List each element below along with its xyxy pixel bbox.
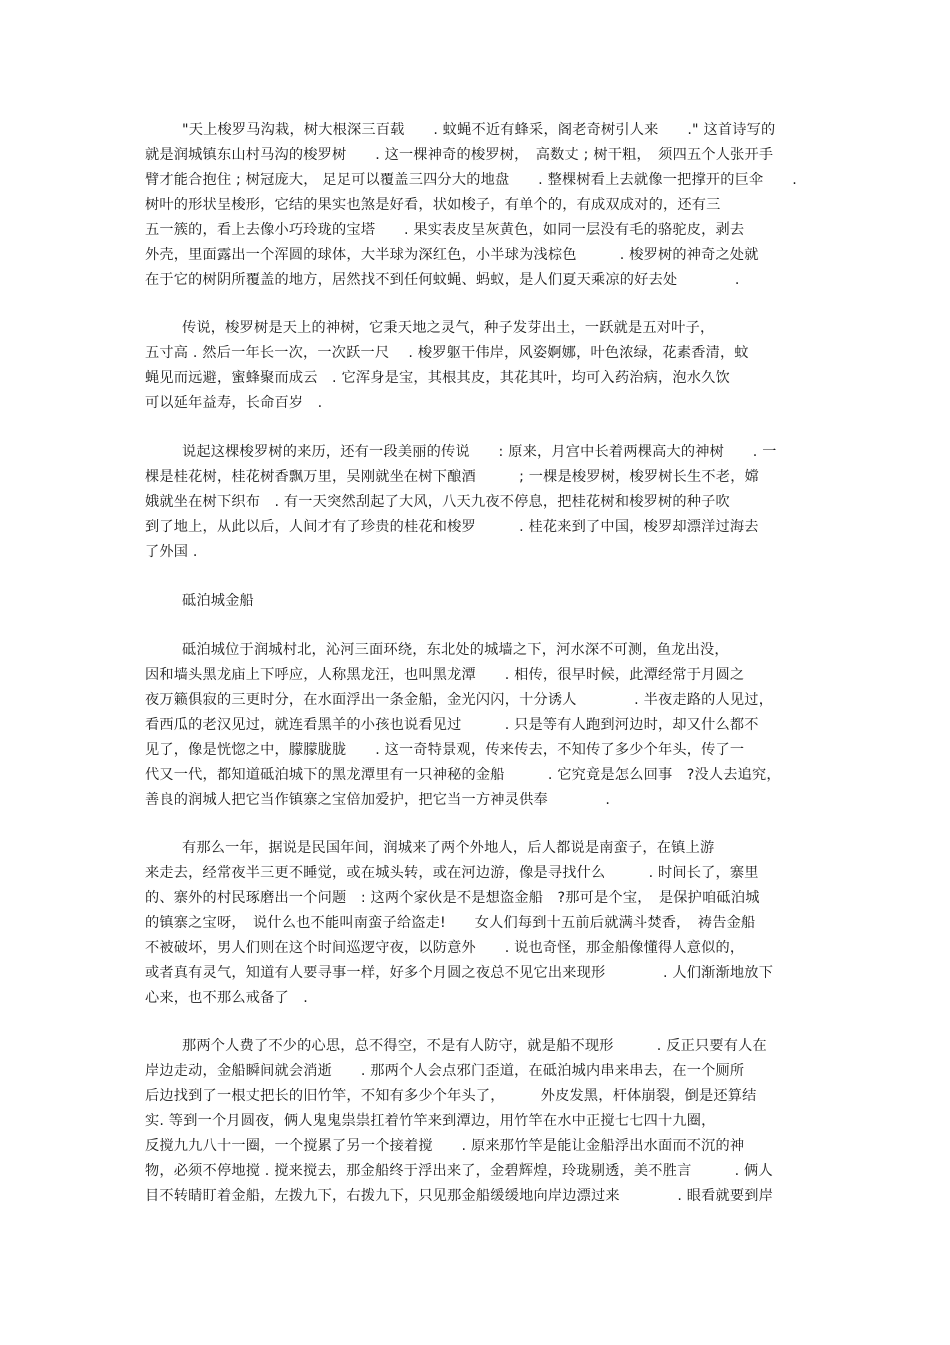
text-line: 蝇见而远避，蜜蜂聚而成云 . 它浑身是宝，其根其皮，其花其叶，均可入药治病，泡水久饮 (145, 370, 730, 386)
text-line: 臂才能合抱住 ; 树冠庞大， 足足可以覆盖三四分大的地盘 . 整棵树看上去就像一把撑开的巨伞 . (145, 172, 797, 188)
text-line: 那两个人费了不少的心思，总不得空，不是有人防守，就是船不现形 . 反正只要有人在 (182, 1038, 767, 1054)
text-line: 树叶的形状呈梭形，它结的果实也煞是好看，状如梭子，有单个的，有成双成对的，还有三 (145, 197, 721, 213)
text-line: 五一簇的，看上去像小巧玲珑的宝塔 . 果实表皮呈灰黄色，如同一层没有毛的骆驼皮，剥去 (145, 222, 745, 238)
text-line: 反搅九九八十一圈，一个搅累了另一个接着搅 . 原来那竹竿是能让金船浮出水面而不沉的神 (145, 1138, 745, 1154)
text-line: 说起这棵梭罗树的来历，还有一段美丽的传说 : 原来，月宫中长着两棵高大的神树 . 一 (182, 444, 777, 460)
text-line: 有那么一年，据说是民国年间，润城来了两个外地人，后人都说是南蛮子，在镇上游 (182, 840, 715, 856)
text-line: 岸边走动，金船瞬间就会消逝 . 那两个人会点邪门歪道，在砥泊城内串来串去，在一个厕所 (145, 1063, 745, 1079)
text-line: 善良的润城人把它当作镇寨之宝倍加爱护，把它当一方神灵供奉 . (145, 792, 611, 808)
text-line: 实. 等到一个月圆夜，俩人鬼鬼祟祟扛着竹竿来到潭边，用竹竿在水中正搅七七四十九圈， (145, 1113, 716, 1129)
text-line: "天上梭罗马沟栽，树大根深三百载 . 蚊蝇不近有蜂采，阁老奇树引人来 ." 这首诗写的 (182, 122, 776, 138)
text-line: 来走去，经常夜半三更不睡觉，或在城头转，或在河边游，像是寻找什么 . 时间长了，寨里 (145, 865, 759, 881)
text-line: 砥泊城位于润城村北，沁河三面环绕，东北处的城墙之下，河水深不可测，鱼龙出没， (182, 642, 729, 658)
text-line: 看西瓜的老汉见过，就连看黑羊的小孩也说看见过 . 只是等有人跑到河边时，却又什么都不 (145, 717, 759, 733)
text-line: 的镇寨之宝呀， 说什么也不能叫南蛮子给盗走! 女人们每到十五前后就满斗焚香， 祷告金船 (145, 915, 756, 931)
text-line: 到了地上，从此以后，人间才有了珍贵的桂花和梭罗 . 桂花来到了中国，梭罗却漂洋过海去 (145, 519, 759, 535)
text-line: 在于它的树阴所覆盖的地方，居然找不到任何蚊蝇、蚂蚁，是人们夏天乘凉的好去处 . (145, 272, 740, 288)
text-line: 了外国 . (145, 544, 198, 560)
text-line: 娥就坐在树下织布 . 有一天突然刮起了大风，八天九夜不停息，把桂花树和梭罗树的种子吹 (145, 494, 730, 510)
text-line: 或者真有灵气，知道有人要寻事一样，好多个月圆之夜总不见它出来现形 . 人们渐渐地放下 (145, 965, 774, 981)
text-line: 可以延年益寿，长命百岁 . (145, 395, 323, 411)
text-line: 代又一代，都知道砥泊城下的黑龙潭里有一只神秘的金船 . 它究竟是怎么回事 ?没人去追究， (145, 767, 781, 783)
text-line: 的、寨外的村民琢磨出一个问题 : 这两个家伙是不是想盗金船 ?那可是个宝， 是保护咱砥泊城 (145, 890, 760, 906)
text-line: 物，必须不停地搅 . 搅来搅去，那金船终于浮出来了，金碧辉煌，玲珑剔透，美不胜言 . 俩人 (145, 1163, 773, 1179)
text-line: 见了，像是恍惚之中，朦朦胧胧 . 这一奇特景观，传来传去，不知传了多少个年头，传了一 (145, 742, 745, 758)
text-line: 夜万籁俱寂的三更时分，在水面浮出一条金船，金光闪闪，十分诱人 . 半夜走路的人见过， (145, 692, 774, 708)
text-line: 棵是桂花树，桂花树香飘万里，吴刚就坐在树下酿酒 ; 一棵是梭罗树，梭罗树长生不老，嫦 (145, 469, 759, 485)
text-line: 不被破坏，男人们则在这个时间巡逻守夜，以防意外 . 说也奇怪，那金船像懂得人意似的， (145, 940, 745, 956)
text-line: 就是润城镇东山村马沟的梭罗树 . 这一棵神奇的梭罗树， 高数丈 ; 树干粗， 须四五个人张开手 (145, 147, 774, 163)
text-line: 心来，也不那么戒备了 . (145, 990, 308, 1006)
text-line: 后边找到了一根丈把长的旧竹竿，不知有多少个年头了， 外皮发黑，杆体崩裂，倒是还算结 (145, 1088, 757, 1104)
text-line: 外壳，里面露出一个浑圆的球体，大半球为深红色，小半球为浅棕色 . 梭罗树的神奇之处就 (145, 247, 759, 263)
text-line: 目不转睛盯着金船，左拨九下，右拨九下，只见那金船缓缓地向岸边漂过来 . 眼看就要到岸 (145, 1188, 774, 1204)
text-line: 传说，梭罗树是天上的神树，它秉天地之灵气，种子发芽出土，一跃就是五对叶子， (182, 320, 715, 336)
text-line: 五寸高 . 然后一年长一次，一次跃一尺 . 梭罗躯干伟岸，风姿婀娜，叶色浓绿，花素香清，蚊 (145, 345, 749, 361)
text-line: 因和墙头黑龙庙上下呼应，人称黑龙汪，也叫黑龙潭 . 相传，很早时候，此潭经常于月圆之 (145, 667, 745, 683)
section-title: 砥泊城金船 (182, 593, 254, 609)
